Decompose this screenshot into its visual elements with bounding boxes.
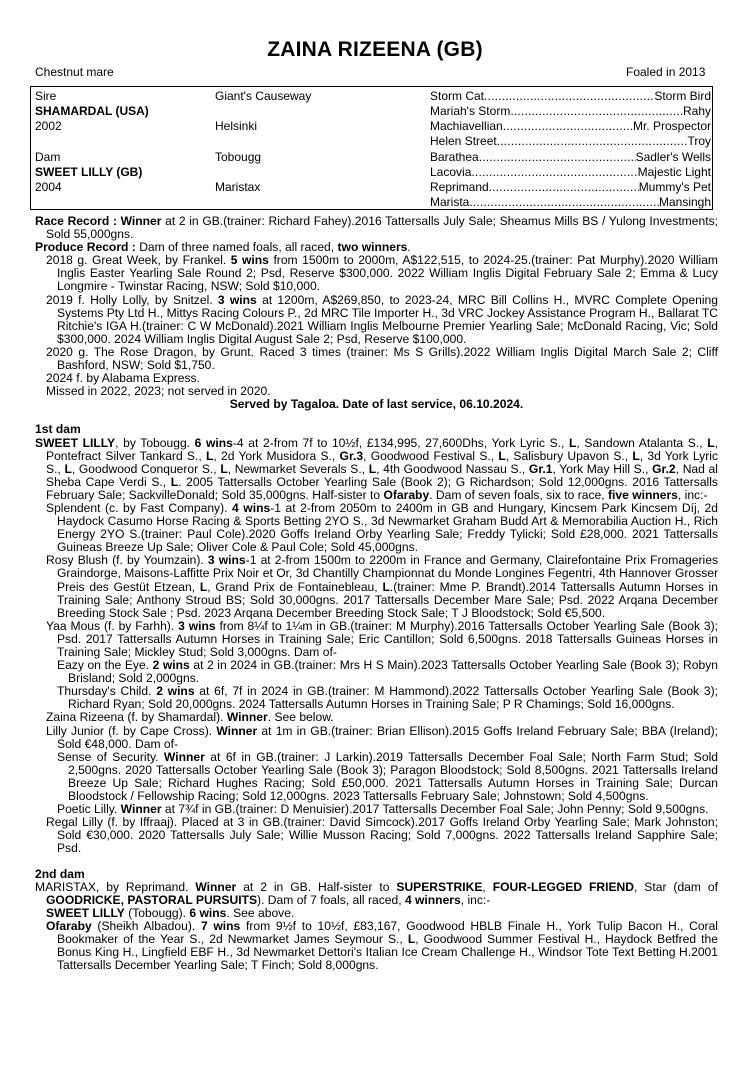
first-dam-text: , Goodwood Festival S., — [363, 448, 495, 463]
first-dam-text: , Salisbury Upavon S., — [505, 448, 629, 463]
second-dam-text: at 2 in GB. Half-sister to — [243, 879, 390, 894]
first-dam-text: , 4th Goodwood Nassau S., — [376, 461, 526, 476]
produce-entry-text: at 1200m, A$269,850, to 2023-24, MRC Bill Collins H., MVRC Complete Opening Systems Pty Ltd H., Mittys Racing Colours P., 2d MRC Tile Importer H., 3d VRC Jockey Assistance Program H., Ballarat TC Ritchie's IGA H.(trainer: C W McDonald).2021 William Inglis Melbourne Premier Yearling Sale; McDonald Racing, Vic; Sold $300,000. 2024 William Inglis Digital August Sale 2; Psd, Reserve $100,000. — [57, 292, 719, 346]
dam-dam: Maristax — [215, 180, 261, 194]
progeny-name: Rosy Blush (f. by Youmzain). — [46, 553, 204, 568]
progeny-text: at 1m in GB.(trainer: Brian Ellison).2015 Goffs Ireland February Sale; BBA (Ireland); Sold €48,000. Dam of- — [57, 723, 718, 751]
service-note: Served by Tagaloa. Date of last service, 06.10.2024. — [229, 397, 524, 412]
g3-name: Marista — [430, 195, 470, 209]
stakes-winner-name: FOUR-LEGGED FRIEND — [492, 879, 635, 894]
dam-label: Dam — [35, 150, 61, 164]
second-dam-name: MARISTAX, by Reprimand. — [35, 879, 189, 894]
progeny-entry — [35, 554, 718, 619]
race-record-winner: Winner — [120, 214, 162, 228]
dam-year: 2004 — [35, 180, 62, 194]
first-dam-name: SWEET LILLY — [35, 435, 116, 450]
progeny-wins: Winner — [226, 710, 268, 725]
progeny-wins: Winner — [163, 749, 205, 764]
progeny-name: Lilly Junior (f. by Cape Cross). — [46, 723, 213, 738]
first-dam-text: , Newmarket Severals S., — [227, 461, 366, 476]
listed-badge: L — [382, 579, 390, 594]
produce-entry-wins: 5 wins — [230, 253, 269, 268]
stakes-winner-name: PASTORAL PURSUITS — [127, 892, 258, 907]
sire-dam: Helsinki — [215, 119, 258, 133]
horse-name-title: ZAINA RIZEENA (GB) — [267, 38, 483, 61]
g3-name: Helen Street — [430, 134, 497, 148]
progeny-text: at 6f in GB.(trainer: J Larkin).2019 Tattersalls December Foal Sale; North Farm Stud; Sold 2,500gns. 2020 Tattersalls October Yearling Sale (Book 3); Paragon Bloodstock; Sold 8,500gns. 2021 Tattersalls Ireland Breeze Up Sale; Richard Hughes Racing; Sold £50,000. 2021 Tattersalls Autumn Horses in Training Sale; Durcan Bloodstock / Fellowship Racing; Sold 12,000gns. 2023 Tattersalls February Sale; Johnstown; Sold 4,500gns. — [68, 749, 718, 804]
g3-sire: Mr. Prospector — [632, 119, 711, 133]
progeny-entry — [35, 620, 718, 659]
first-dam-text: , York May Hill S., — [552, 461, 649, 476]
listed-badge: L — [220, 461, 228, 476]
g3-name: Machiavellian — [430, 119, 503, 133]
g3-sire: Storm Bird — [654, 89, 711, 103]
dam-name: SWEET LILLY (GB) — [35, 165, 143, 179]
horse-sex: Chestnut mare — [35, 65, 114, 79]
progeny-name: SWEET LILLY — [46, 905, 125, 920]
g3-name: Lacovia — [430, 165, 472, 179]
listed-badge: L — [707, 435, 715, 450]
progeny-text: , Grand Prix de Fontainebleau, — [207, 579, 378, 594]
progeny-name: Thursday's Child. — [57, 684, 152, 699]
group2-badge: Gr.2 — [652, 461, 676, 476]
first-dam-text: , Pontefract Silver Tankard S., — [46, 435, 718, 463]
progeny-name: Yaa Mous (f. by Farhh). — [46, 618, 175, 633]
race-record-label: Race Record : — [35, 214, 117, 228]
winners-count: five winners — [608, 487, 678, 502]
pedigree-g3-row — [430, 119, 711, 133]
second-dam-text: , — [120, 892, 124, 907]
first-dam-text: , Nad al Sheba Cape Verdi S., — [46, 461, 718, 489]
produce-intro-text: Dam of three named foals, all raced, — [139, 240, 335, 255]
listed-badge: L — [170, 474, 179, 489]
progeny-name: Splendent (c. by Fast Company). — [46, 500, 228, 515]
g3-name: Barathea — [430, 150, 479, 164]
progeny-name: Zaina Rizeena (f. by Shamardal). — [46, 710, 224, 725]
progeny-name: Poetic Lilly. — [57, 802, 118, 817]
grand-progeny-entry — [35, 685, 718, 711]
first-dam-sire: , by Tobougg. — [115, 435, 191, 450]
stakes-winner-name: GOODRICKE — [46, 892, 121, 907]
catalogue-body — [35, 215, 718, 972]
progeny-sire: (Sheikh Albadou). — [97, 918, 196, 933]
race-record — [35, 215, 718, 241]
g3-name: Reprimand — [430, 180, 489, 194]
progeny-entry — [35, 725, 718, 751]
stakes-winner-name: SUPERSTRIKE — [396, 879, 483, 894]
produce-note: Missed in 2022, 2023; not served in 2020. — [46, 384, 271, 399]
group3-badge: Gr.3 — [339, 448, 364, 463]
progeny-wins: Winner — [216, 723, 258, 738]
first-dam-entry — [35, 437, 718, 502]
g3-sire: Majestic Light — [637, 165, 711, 179]
g3-sire: Mansingh — [658, 195, 711, 209]
pedigree-g3-row — [430, 195, 711, 209]
produce-entry: 2024 f. by Alabama Express. — [46, 371, 200, 386]
listed-badge: L — [64, 461, 72, 476]
pedigree-g3-row — [430, 180, 711, 194]
progeny-text: from 8¼f to 1¼m in GB.(trainer: M Murphy).2016 Tattersalls October Yearling Sale (Book 3); Psd. 2017 Tattersalls Autumn Horses in Training Sale; Eric Cantillon; Sold 6,500gns. 2018 Tattersalls Guineas Horses in Training Sale; Mickley Stud; Sold 3,000gns. Dam of- — [57, 618, 718, 659]
progeny-name: Ofaraby — [46, 918, 92, 933]
progeny-text: , Goodwood Summer Festival H., Haydock Betfred the Bonus King H., Lingfield EBF H., 3d Newmarket Dettori's Italian Ice Cream Challenge H., Windsor Tote Text Betting H.2001 Tattersalls December Yearling Sale; T Finch; Sold 8,000gns. — [57, 931, 718, 973]
sire-year: 2002 — [35, 119, 62, 133]
grand-progeny-entry — [35, 659, 718, 685]
progeny-name: Sense of Security. — [57, 749, 159, 764]
foaled-year: Foaled in 2013 — [626, 65, 706, 79]
progeny-wins: 4 wins — [232, 500, 271, 515]
pedigree-table — [30, 86, 713, 210]
first-dam-text: -4 at 2-from 7f to 10½f, £134,995, 27,600Dhs, York Lyric S., — [232, 435, 565, 450]
second-dam-text: , — [482, 879, 486, 894]
first-dam-text: . 2005 Tattersalls October Yearling Sale (Book 2); G Richardson; Sold 12,000gns. 2016 Tattersalls February Sale; SackvilleDonald; Sold 35,000gns. Half-sister to — [46, 474, 718, 502]
g3-name: Mariah's Storm — [430, 104, 511, 118]
pedigree-g3-row — [430, 89, 711, 103]
first-dam-wins: 6 wins — [194, 435, 233, 450]
pedigree-g3-row — [430, 165, 711, 179]
sire-name: SHAMARDAL (USA) — [35, 104, 149, 118]
progeny-text: . See below. — [267, 710, 334, 725]
first-dam-text: . Dam of seven foals, six to race, — [429, 487, 605, 502]
progeny-text: at 6f, 7f in 2024 in GB.(trainer: M Hammond).2022 Tattersalls October Yearling Sale (Book 3); Richard Ryan; Sold 20,000gns. 2024 Tattersalls Autumn Horses in Training Sale; P R Chamings; Sold 16,000gns. — [68, 684, 718, 712]
pedigree-g3-row — [430, 150, 711, 164]
first-dam-text: , 2d York Musidora S., — [213, 448, 336, 463]
winners-count: 4 winners — [404, 892, 461, 907]
second-dam-heading: 2nd dam — [35, 866, 85, 881]
race-record-text: at 2 in GB.(trainer: Richard Fahey).2016 Tattersalls July Sale; Sheamus Mills BS / Yulong Investments; Sold 55,000gns. — [46, 214, 718, 242]
progeny-text: at 2 in 2024 in GB.(trainer: Mrs H S Main).2023 Tattersalls October Yearling Sale (Book 3); Robyn Brisland; Sold 2,000gns. — [68, 658, 718, 686]
sire-label: Sire — [35, 89, 57, 103]
progeny-name: Eazy on the Eye. — [57, 658, 150, 673]
first-dam-text: , Goodwood Conqueror S., — [71, 461, 217, 476]
progeny-wins: 6 wins — [189, 905, 227, 920]
produce-entry-wins: 3 wins — [217, 292, 257, 307]
progeny-text: . See above. — [226, 905, 295, 920]
progeny-entry: Regal Lilly (f. by Iffraaj). Placed at 3 in GB.(trainer: David Simcock).2017 Goffs Ireland Orby Yearling Sale; Mark Johnston; Sold €30,000. 2020 Tattersalls July Sale; Willie Musson Racing; Sold 7,000gns. 2022 Tattersalls Ireland Sapphire Sale; Psd. — [46, 815, 718, 856]
second-dam-text: , Star (dam of — [634, 879, 718, 894]
second-dam-winner: Winner — [195, 879, 237, 894]
progeny-text: -1 at 2-from 2050m to 2400m in GB and Hungary, Kincsem Park Kincsem Díj, 2d Haydock Casumo Horse Racing & Sports Betting 2YO S., 3d Newmarket Graham Budd Art & Memorabilia Auction H., Rich Energy 2YO S.(trainer: Paul Cole).2020 Goffs Ireland Orby Yearling Sale; Freddy Tylicki; Sold £28,000. 2021 Tattersalls Guineas Breeze Up Sale; Oliver Cole & Paul Cole; Sold 45,000gns. — [57, 500, 718, 555]
produce-intro-bold: two winners — [337, 240, 408, 255]
sire-sire: Giant's Causeway — [215, 89, 312, 103]
progeny-text: -1 at 2-from 1500m to 2200m in France and Germany, Clairefontaine Prix Fromageries Graindorge, Maisons-Laffitte Prix Noir et Or, 3d Chantilly Championnat du Monde Longines Fegentri, 4th Hannover Grosser Preis des Gestüt Etzean, — [57, 553, 718, 594]
progeny-wins: 7 wins — [200, 918, 241, 933]
half-sister-name: Ofaraby — [383, 487, 430, 502]
grand-progeny-entry — [35, 751, 718, 803]
g3-sire: Rahy — [682, 104, 711, 118]
progeny-text: from 9½f to 10½f, £83,167, Goodwood HBLB Finale H., York Tulip Bacon H., Coral Bookmaker of the Year S., 2d Newmarket James Seymour S., — [57, 918, 718, 946]
listed-badge: L — [407, 931, 416, 946]
produce-record-label: Produce Record : — [35, 240, 136, 255]
progeny-wins: 3 wins — [178, 618, 216, 633]
produce-entry-text: from 1500m to 2000m, A$122,515, to 2024-25.(trainer: Pat Murphy).2020 William Inglis Easter Yearling Sale Round 2; Psd, Reserve $300,000. 2022 William Inglis Digital February Sale 2; Emma & Lucy Longmire - Twinstar Racing, NSW; Sold $10,000. — [57, 253, 718, 294]
produce-entry-name: 2019 f. Holly Lolly, by Snitzel. — [46, 292, 213, 307]
first-dam-text: , inc:- — [677, 487, 708, 502]
progeny-wins: 2 wins — [152, 658, 190, 673]
produce-entry-name: 2018 g. Great Week, by Frankel. — [46, 253, 227, 268]
pedigree-g3-row — [430, 104, 711, 118]
first-dam-text: , Sandown Atalanta S., — [576, 435, 703, 450]
second-dam-progeny — [35, 920, 718, 972]
progeny-sire: (Tobougg). — [128, 905, 187, 920]
listed-badge: L — [199, 579, 208, 594]
progeny-entry — [35, 502, 718, 554]
dam-sire: Tobougg — [215, 150, 262, 164]
first-dam-text: , 3d York Lyric S., — [46, 448, 718, 476]
listed-badge: L — [368, 461, 377, 476]
g3-name: Storm Cat — [430, 89, 485, 103]
progeny-text: at 7¾f in GB.(trainer: D Menuisier).2017 Tattersalls December Foal Sale; John Penny; Sold 9,500gns. — [164, 802, 709, 817]
listed-badge: L — [205, 448, 214, 463]
progeny-text: .(trainer: Mme P. Brandt).2014 Tattersalls Autumn Horses in Training Sale; Anthony Stroud BS; Sold 30,000gns. 2017 Tattersalls December Mare Sale; Psd. 2022 Arqana December Breeding Stock Sale ; Psd. 2023 Arqana December Breeding Stock Sale; T J Bloodstock; Sold €5,500. — [57, 579, 718, 620]
second-dam-text: ). Dam of 7 foals, all raced, — [257, 892, 402, 907]
progeny-wins: 2 wins — [156, 684, 195, 699]
produce-entry — [35, 254, 718, 293]
second-dam-entry — [35, 881, 718, 907]
listed-badge: L — [569, 435, 577, 450]
produce-intro-end: . — [407, 240, 411, 255]
g3-sire: Sadler's Wells — [635, 150, 711, 164]
pedigree-g3-row — [430, 134, 711, 148]
progeny-wins: Winner — [120, 802, 162, 817]
listed-badge: L — [632, 448, 640, 463]
second-dam-text: , inc:- — [460, 892, 491, 907]
produce-entry: 2020 g. The Rose Dragon, by Grunt. Raced 3 times (trainer: Ms S Grills).2022 William Inglis Digital March Sale 2; Cliff Bashford, NSW; Sold $1,750. — [46, 344, 718, 373]
produce-entry — [35, 294, 718, 346]
progeny-wins: 3 wins — [207, 553, 246, 568]
listed-badge: L — [498, 448, 506, 463]
g3-sire: Troy — [687, 134, 711, 148]
group1-badge: Gr.1 — [528, 461, 553, 476]
g3-sire: Mummy's Pet — [638, 180, 711, 194]
first-dam-heading: 1st dam — [35, 422, 81, 437]
